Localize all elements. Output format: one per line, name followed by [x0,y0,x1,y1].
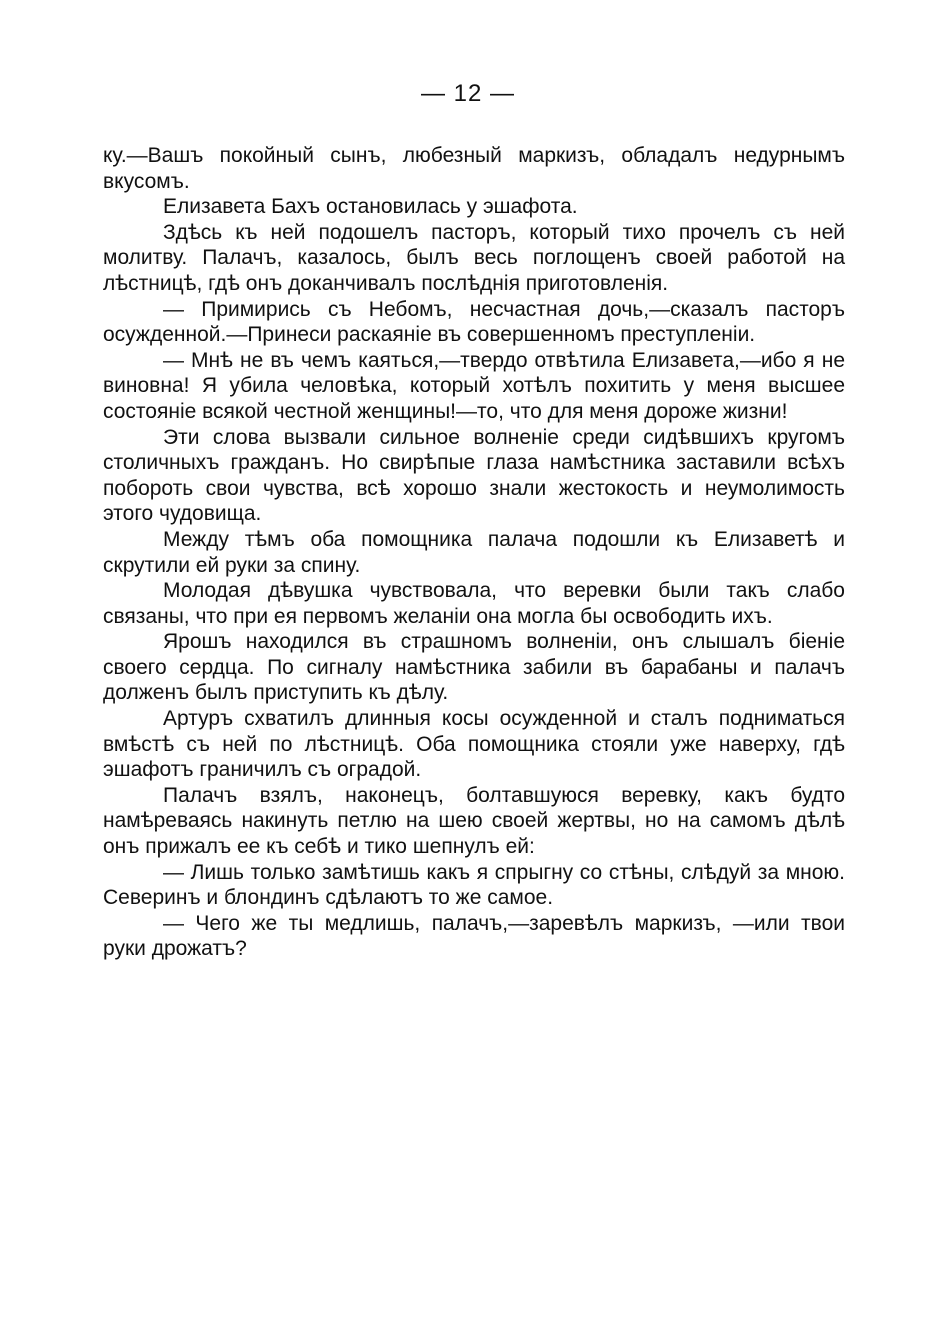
page-number: — 12 — [420,80,516,107]
paragraph: — Примирись съ Небомъ, несчастная дочь,—сказалъ пасторъ осужденной.—Принеси раскаяніе въ совершенномъ преступленіи. [103,297,845,347]
paragraph: Между тѣмъ оба помощника палача подошли къ Елизаветѣ и скрутили ей руки за спину. [103,527,845,577]
paragraph: Здѣсь къ ней подошелъ пасторъ, который тихо прочелъ съ ней молитву. Палачъ, казалось, былъ весь поглощенъ своей работой на лѣстницѣ, гдѣ онъ доканчивалъ послѣднія приготовленія. [103,220,845,295]
paragraph: — Лишь только замѣтишь какъ я спрыгну со стѣны, слѣдуй за мною. Северинъ и блондинъ сдѣлаютъ то же самое. [103,860,845,910]
page-body-text [103,143,845,962]
paragraph: ку.—Вашъ покойный сынъ, любезный маркизъ, обладалъ недурнымъ вкусомъ. [103,144,845,193]
paragraph: Ярошъ находился въ страшномъ волненіи, онъ слышалъ біеніе своего сердца. По сигналу намѣстника забили въ барабаны и палачъ долженъ былъ приступить къ дѣлу. [103,630,845,705]
paragraph: — Мнѣ не въ чемъ каяться,—твердо отвѣтила Елизавета,—ибо я не виновна! Я убила человѣка, который хотѣлъ похитить у меня высшее состояніе всякой честной женщины!—то, что для меня дороже жизни! [103,348,845,423]
paragraph: Артуръ схватилъ длинныя косы осужденной и сталъ подниматься вмѣстѣ съ ней по лѣстницѣ. Оба помощника стояли уже наверху, гдѣ эшафотъ граничилъ съ оградой. [103,707,845,782]
paragraph: — Чего же ты медлишь, палачъ,—заревѣлъ маркизъ, —или твои руки дрожатъ? [103,911,845,961]
paragraph: Палачъ взялъ, наконецъ, болтавшуюся веревку, какъ будто намѣреваясь накинуть петлю на шею своей жертвы, но на самомъ дѣлѣ онъ прижалъ ее къ себѣ и тико шепнулъ ей: [103,783,845,859]
paragraph: Эти слова вызвали сильное волненіе среди сидѣвшихъ кругомъ столичныхъ гражданъ. Но свирѣпые глаза намѣстника заставили всѣхъ побороть свои чувства, всѣ хорошо знали жестокость и неумолимость этого чудовища. [103,425,845,526]
paragraph: Молодая дѣвушка чувствовала, что веревки были такъ слабо связаны, что при ея первомъ желаніи она могла бы освободить ихъ. [103,579,845,628]
paragraph: Елизавета Бахъ остановилась у эшафота. [163,195,578,219]
